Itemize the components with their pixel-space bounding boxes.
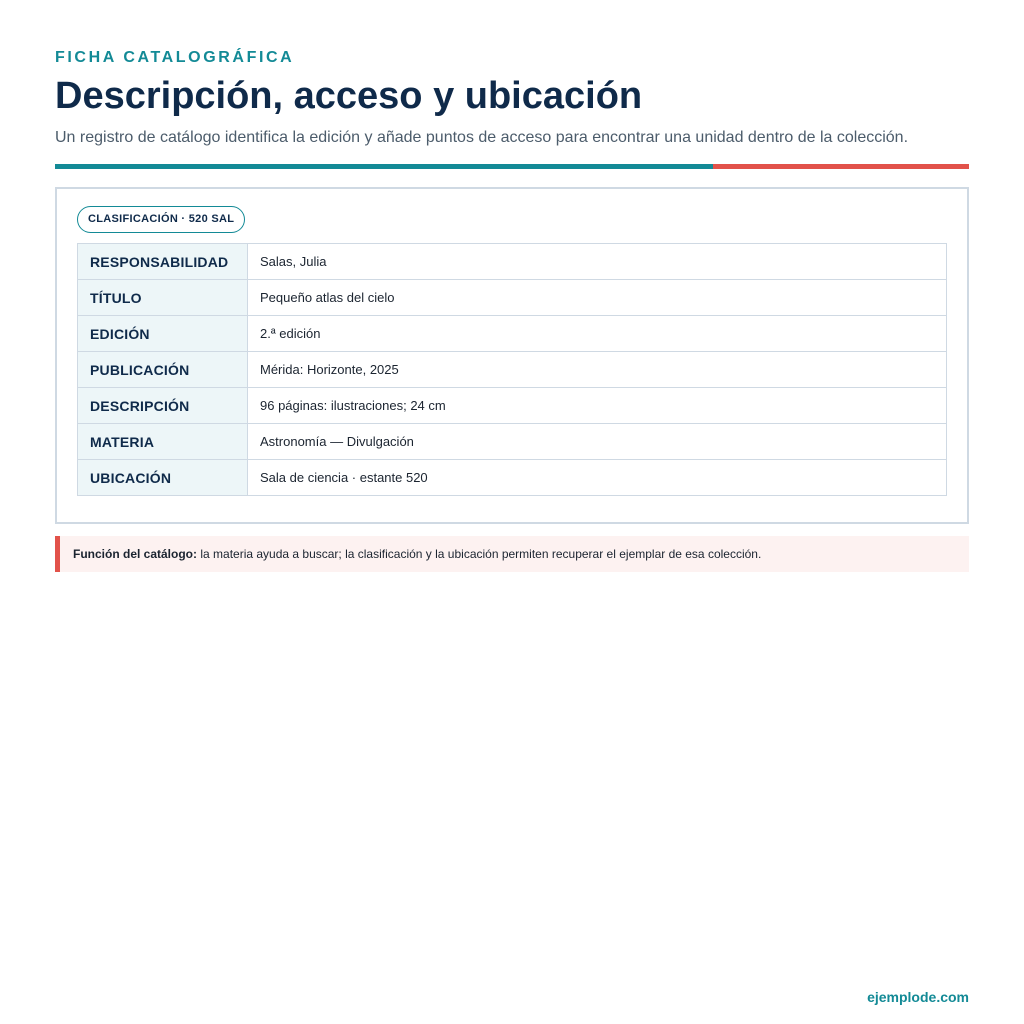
table-row xyxy=(78,460,947,496)
classification-badge: CLASIFICACIÓN · 520 SAL xyxy=(77,206,245,233)
field-value: 2.ª edición xyxy=(248,316,947,352)
table-row xyxy=(78,424,947,460)
field-label: DESCRIPCIÓN xyxy=(78,388,248,424)
field-label: TÍTULO xyxy=(78,280,248,316)
table-row xyxy=(78,244,947,280)
field-label: EDICIÓN xyxy=(78,316,248,352)
eyebrow-label: FICHA CATALOGRÁFICA xyxy=(55,49,295,66)
table-row xyxy=(78,352,947,388)
divider-teal-segment xyxy=(55,164,713,169)
site-brand: ejemplode.com xyxy=(867,989,969,1005)
field-value: Sala de ciencia · estante 520 xyxy=(248,460,947,496)
note-text: la materia ayuda a buscar; la clasificación y la ubicación permiten recuperar el ejemplar de esa colección. xyxy=(197,547,762,561)
table-row xyxy=(78,280,947,316)
field-label: MATERIA xyxy=(78,424,248,460)
field-value: 96 páginas: ilustraciones; 24 cm xyxy=(248,388,947,424)
field-label: PUBLICACIÓN xyxy=(78,352,248,388)
field-value: Astronomía — Divulgación xyxy=(248,424,947,460)
page-title: Descripción, acceso y ubicación xyxy=(55,75,643,117)
note-label: Función del catálogo: xyxy=(73,547,198,561)
field-label: RESPONSABILIDAD xyxy=(78,244,248,280)
divider-red-segment xyxy=(713,164,969,169)
field-value: Salas, Julia xyxy=(248,244,947,280)
field-label: UBICACIÓN xyxy=(78,460,248,496)
field-value: Mérida: Horizonte, 2025 xyxy=(248,352,947,388)
page-subtitle: Un registro de catálogo identifica la edición y añade puntos de acceso para encontrar una unidad dentro de la colección. xyxy=(55,129,909,146)
table-row xyxy=(78,388,947,424)
table-row xyxy=(78,316,947,352)
catalog-function-note xyxy=(55,536,969,572)
header-divider xyxy=(55,164,969,169)
field-value: Pequeño atlas del cielo xyxy=(248,280,947,316)
catalog-card xyxy=(55,187,969,524)
catalog-record-table xyxy=(77,243,947,496)
